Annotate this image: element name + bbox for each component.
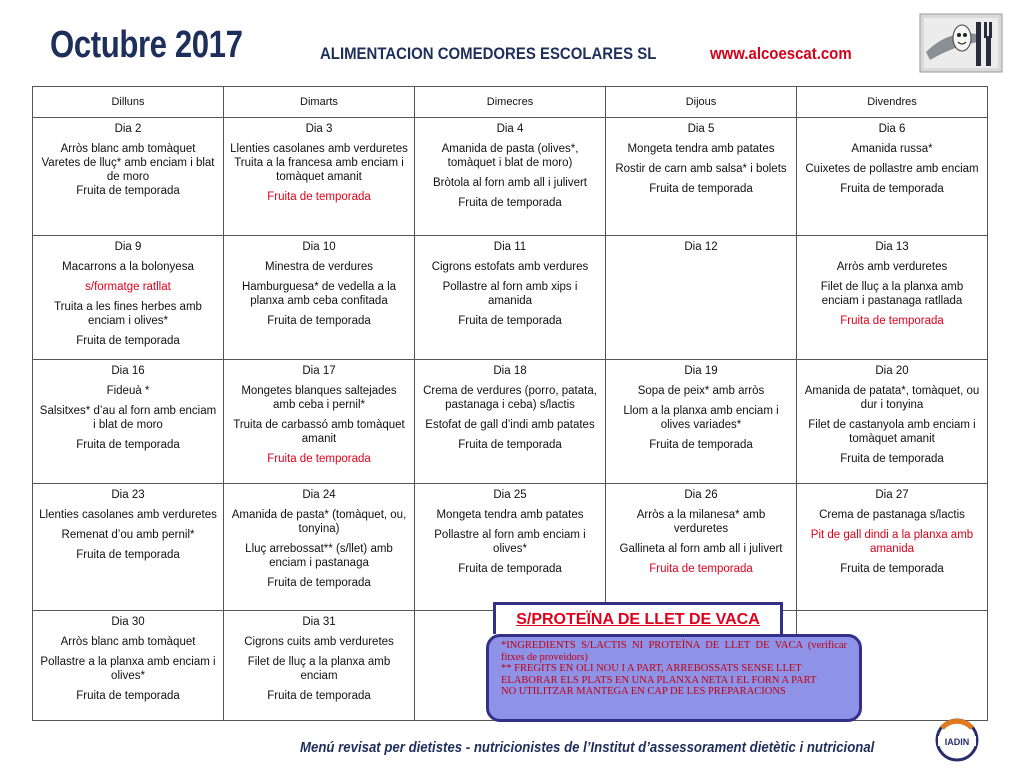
dish-line: Minestra de verdures <box>264 261 374 273</box>
day-number: Dia 3 <box>305 123 333 135</box>
day-cell <box>224 360 415 484</box>
dish-line: Fruita de temporada <box>76 690 180 702</box>
dish-line: Arròs amb verduretes <box>836 261 948 273</box>
day-number: Dia 6 <box>878 123 906 135</box>
dish-line: Pit de gall dindi a la planxa amb amanida <box>810 529 974 555</box>
dish-line: Arròs blanc amb tomàquet <box>60 636 196 648</box>
week-row <box>33 360 988 484</box>
day-number: Dia 4 <box>496 123 524 135</box>
iadin-logo-text: IADIN <box>944 737 970 747</box>
iadin-logo-icon <box>930 716 984 766</box>
dish-line: Fruita de temporada <box>458 315 562 327</box>
dish-line: Rostir de carn amb salsa* i bolets <box>615 163 787 175</box>
allergen-note: ** FREGITS EN OLI NOU I A PART, ARREBOSSATS SENSE LLET <box>501 663 802 674</box>
company-name: ALIMENTACION COMEDORES ESCOLARES SL <box>320 44 657 63</box>
day-cell <box>33 611 224 721</box>
day-cell <box>415 118 606 236</box>
dish-line: Fruita de temporada <box>649 183 753 195</box>
week-row <box>33 236 988 360</box>
day-cell <box>797 484 988 611</box>
dish-line: s/formatge ratllat <box>85 281 171 293</box>
dish-line: Fruita de temporada <box>76 439 180 451</box>
dish-line: Arròs blanc amb tomàquet Varetes de lluç* amb enciam i blat de moro Fruita de temporada <box>41 143 215 197</box>
day-number: Dia 17 <box>302 365 336 377</box>
dish-line: Fruita de temporada <box>649 439 753 451</box>
dish-line: Mongeta tendra amb patates <box>436 509 584 521</box>
weekday-header-row <box>33 87 988 118</box>
header-dilluns: Dilluns <box>33 87 224 118</box>
day-cell <box>606 118 797 236</box>
dish-line: Fruita de temporada <box>267 191 371 203</box>
day-number: Dia 11 <box>493 241 527 253</box>
dish-line: Llenties casolanes amb verduretes Truita a la francesa amb enciam i tomàquet amanit <box>230 143 408 183</box>
day-cell <box>606 484 797 611</box>
day-cell <box>33 360 224 484</box>
day-cell <box>33 484 224 611</box>
dish-line: Fruita de temporada <box>267 315 371 327</box>
dish-line: Lluç arrebossat** (s/llet) amb enciam i pastanaga <box>245 543 393 569</box>
dish-line: Arròs a la milanesa* amb verduretes <box>636 509 766 535</box>
day-number: Dia 27 <box>875 489 909 501</box>
day-cell <box>224 236 415 360</box>
day-cell <box>224 118 415 236</box>
day-number: Dia 18 <box>493 365 527 377</box>
dish-line: Salsitxes* d’au al forn amb enciam i blat de moro <box>39 405 217 431</box>
dish-line: Amanida russa* <box>851 143 933 155</box>
dish-line: Filet de castanyola amb enciam i tomàquet amanit <box>808 419 976 445</box>
dish-line: Truita a les fines herbes amb enciam i olives* <box>54 301 202 327</box>
day-cell <box>797 118 988 236</box>
dish-line: Filet de lluç a la planxa amb enciam <box>247 656 391 682</box>
dish-line: Amanida de pasta* (tomàquet, ou, tonyina) <box>231 509 407 535</box>
header-divendres: Divendres <box>797 87 988 118</box>
day-cell <box>224 484 415 611</box>
dish-line: Bròtola al forn amb all i julivert <box>432 177 588 189</box>
allergen-note: *INGREDIENTS S/LACTIS NI PROTEÏNA DE LLET DE VACA (verificar fitxes de proveidors) <box>501 640 847 663</box>
dish-line: Fruita de temporada <box>840 453 944 465</box>
day-cell <box>797 360 988 484</box>
dish-line: Mongeta tendra amb patates <box>627 143 775 155</box>
dish-line: Cigrons estofats amb verdures <box>431 261 589 273</box>
day-cell <box>224 611 415 721</box>
dish-line: Hamburguesa* de vedella a la planxa amb ceba confitada <box>241 281 397 307</box>
dish-line: Pollastre a la planxa amb enciam i olives* <box>40 656 216 682</box>
header-dimecres: Dimecres <box>415 87 606 118</box>
dish-line: Fruita de temporada <box>840 563 944 575</box>
day-cell <box>33 236 224 360</box>
dish-line: Fruita de temporada <box>458 563 562 575</box>
dish-line: Estofat de gall d’indi amb patates <box>425 419 595 431</box>
dish-line: Crema de pastanaga s/lactis <box>819 509 965 521</box>
dish-line: Remenat d’ou amb pernil* <box>61 529 195 541</box>
day-number: Dia 25 <box>493 489 527 501</box>
dish-line: Fruita de temporada <box>267 690 371 702</box>
day-number: Dia 10 <box>302 241 336 253</box>
month-title: Octubre 2017 <box>50 24 243 66</box>
dish-line: Fruita de temporada <box>267 577 371 589</box>
day-cell <box>415 360 606 484</box>
dish-line: Gallineta al forn amb all i julivert <box>619 543 783 555</box>
dish-line: Amanida de pasta (olives*, tomàquet i blat de moro) <box>441 143 579 169</box>
day-number: Dia 12 <box>684 241 718 253</box>
allergen-notes-box <box>486 634 862 722</box>
website-link[interactable]: www.alcoescat.com <box>710 44 852 63</box>
dish-line: Fruita de temporada <box>76 549 180 561</box>
day-number: Dia 13 <box>875 241 909 253</box>
dish-line: Fruita de temporada <box>840 315 944 327</box>
dish-line: Fideuà * <box>106 385 150 397</box>
dish-line: Macarrons a la bolonyesa <box>62 261 194 273</box>
allergen-note: ELABORAR ELS PLATS EN UNA PLANXA NETA I EL FORN A PART <box>501 674 817 686</box>
dish-line: Fruita de temporada <box>76 335 180 347</box>
footer-note: Menú revisat per dietistes - nutricionistes de l’Institut d’assessorament dietètic i nutricional <box>300 739 875 756</box>
day-cell <box>606 360 797 484</box>
dish-line: Sopa de peix* amb arròs <box>637 385 765 397</box>
dish-line: Pollastre al forn amb enciam i olives* <box>434 529 586 555</box>
dish-line: Cuixetes de pollastre amb enciam <box>805 163 979 175</box>
day-number: Dia 19 <box>684 365 718 377</box>
header-dijous: Dijous <box>606 87 797 118</box>
header-dimarts: Dimarts <box>224 87 415 118</box>
dish-line: Llenties casolanes amb verduretes <box>39 509 217 521</box>
day-number: Dia 23 <box>111 489 145 501</box>
day-number: Dia 20 <box>875 365 909 377</box>
dish-line: Crema de verdures (porro, patata, pastanaga i ceba) s/lactis <box>423 385 597 411</box>
day-cell <box>415 236 606 360</box>
dish-line: Pollastre al forn amb xips i amanida <box>442 281 578 307</box>
day-number: Dia 5 <box>687 123 715 135</box>
dish-line: Fruita de temporada <box>840 183 944 195</box>
day-number: Dia 24 <box>302 489 336 501</box>
dish-line: Fruita de temporada <box>458 197 562 209</box>
dish-line: Fruita de temporada <box>458 439 562 451</box>
dish-line: Cigrons cuits amb verduretes <box>244 636 394 648</box>
dish-line: Filet de lluç a la planxa amb enciam i pastanaga ratllada <box>820 281 964 307</box>
allergen-box-title: S/PROTEÏNA DE LLET DE VACA <box>493 602 783 634</box>
day-cell <box>606 236 797 360</box>
day-cell <box>797 236 988 360</box>
day-number: Dia 26 <box>684 489 718 501</box>
dish-line: Fruita de temporada <box>649 563 753 575</box>
day-cell <box>33 118 224 236</box>
day-cell <box>415 484 606 611</box>
day-number: Dia 30 <box>111 616 145 628</box>
allergen-note: NO UTILITZAR MANTEGA EN CAP DE LES PREPARACIONS <box>501 686 786 697</box>
day-number: Dia 31 <box>302 616 336 628</box>
week-row <box>33 118 988 236</box>
dish-line: Llom a la planxa amb enciam i olives variades* <box>623 405 779 431</box>
dish-line: Truita de carbassó amb tomàquet amanit <box>233 419 405 445</box>
day-number: Dia 16 <box>111 365 145 377</box>
dish-line: Fruita de temporada <box>267 453 371 465</box>
week-row <box>33 484 988 611</box>
day-number: Dia 9 <box>114 241 142 253</box>
day-number: Dia 2 <box>114 123 142 135</box>
dish-line: Mongetes blanques saltejades amb ceba i pernil* <box>241 385 397 411</box>
cutlery-logo-icon <box>918 12 1004 74</box>
dish-line: Amanida de patata*, tomàquet, ou dur i tonyina <box>804 385 980 411</box>
